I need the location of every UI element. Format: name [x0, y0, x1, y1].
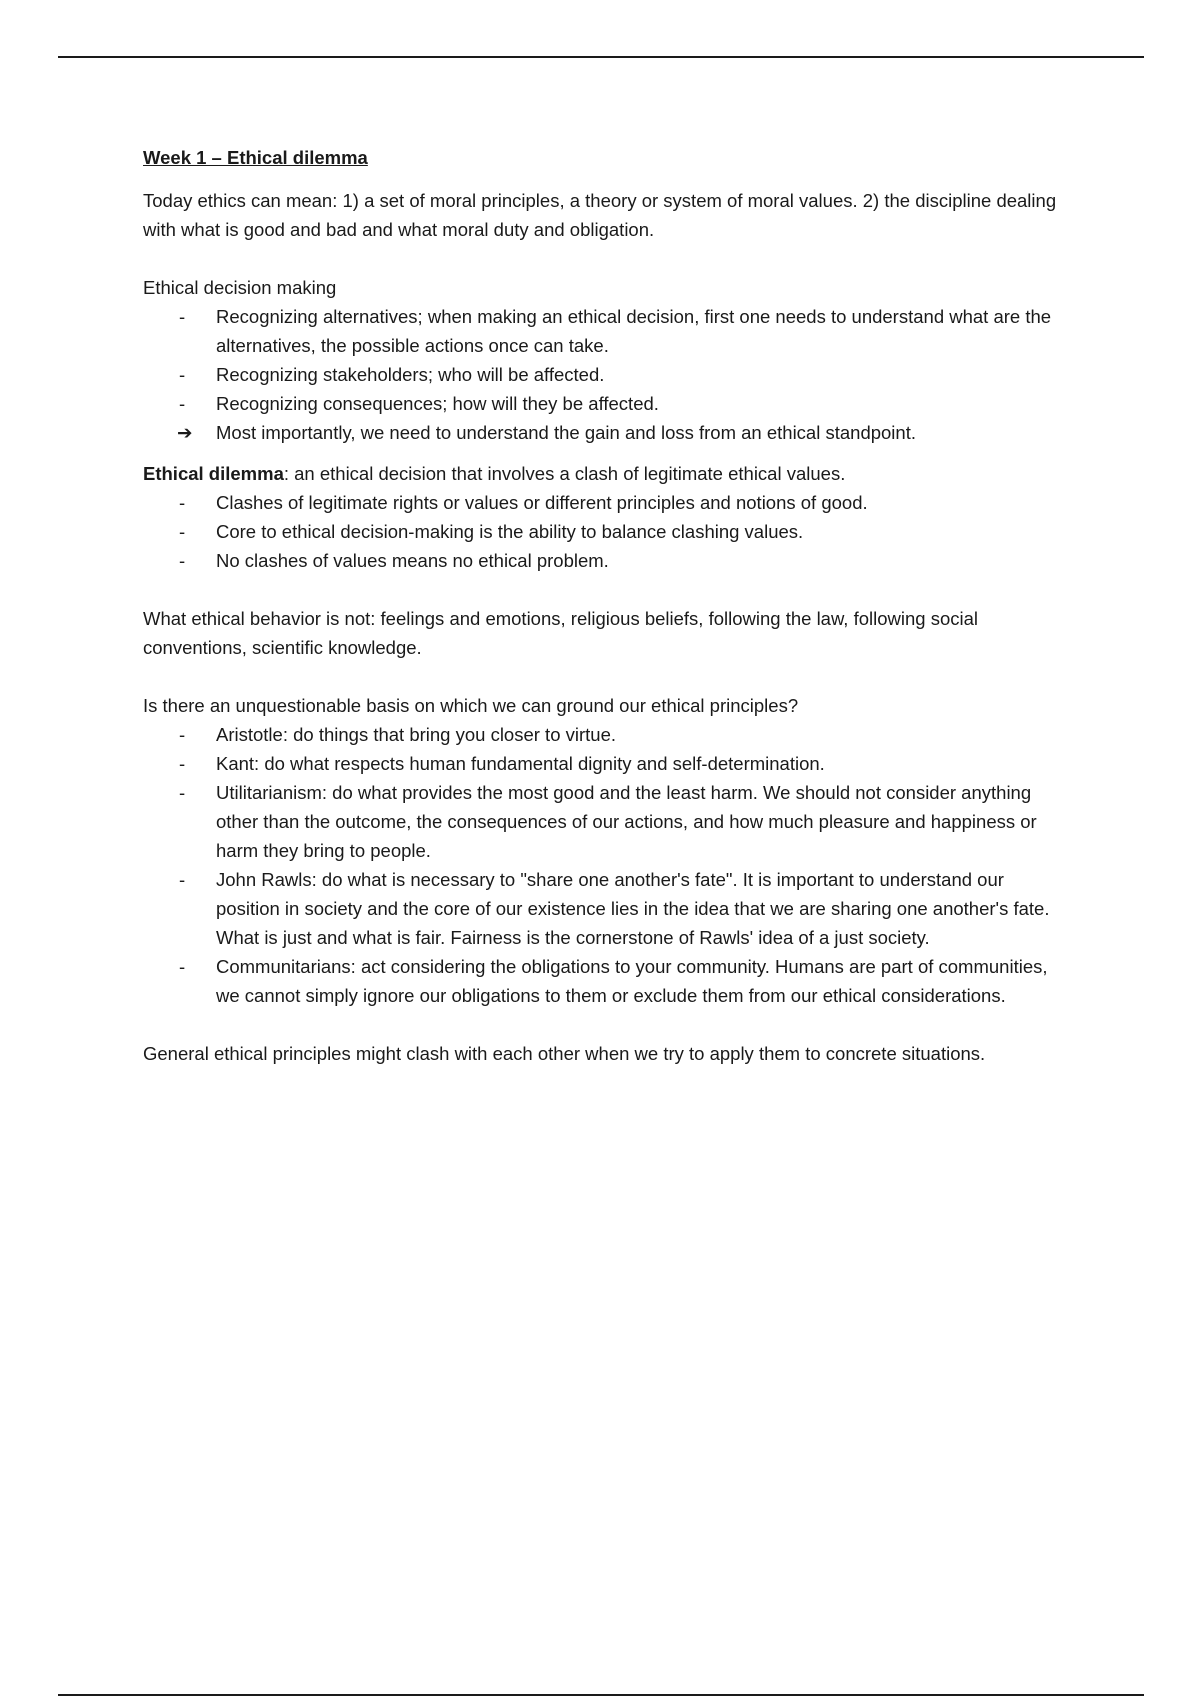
list-item — [143, 749, 1063, 778]
list-item-text: No clashes of values means no ethical problem. — [216, 550, 609, 571]
list-item-text: Aristotle: do things that bring you closer to virtue. — [216, 724, 617, 745]
basis-list — [143, 720, 1063, 1010]
dilemma-definition-text: : an ethical decision that involves a clash of legitimate ethical values. — [283, 463, 846, 484]
list-item-text: Recognizing stakeholders; who will be affected. — [216, 364, 605, 385]
spacer — [143, 575, 1063, 604]
dash-bullet: - — [179, 550, 186, 571]
list-item-text: Core to ethical decision-making is the ability to balance clashing values. — [216, 521, 804, 542]
list-item — [143, 952, 1063, 1010]
list-item — [143, 865, 1063, 952]
list-item-text: Recognizing consequences; how will they be affected. — [216, 393, 659, 414]
document-body — [143, 143, 1063, 1068]
page-title: Week 1 – Ethical dilemma — [143, 147, 368, 168]
list-item — [143, 778, 1063, 865]
dash-bullet: - — [179, 521, 186, 542]
list-item — [143, 360, 1063, 389]
dash-bullet: - — [179, 364, 186, 385]
dash-bullet: - — [179, 782, 186, 803]
list-item — [143, 517, 1063, 546]
dash-bullet: - — [179, 393, 186, 414]
decision-making-list — [143, 302, 1063, 447]
dash-bullet: - — [179, 869, 186, 890]
spacer — [143, 447, 1063, 459]
dash-bullet: - — [179, 724, 186, 745]
header-rule — [58, 56, 1144, 58]
dash-bullet: - — [179, 753, 186, 774]
list-item-text: Most importantly, we need to understand the gain and loss from an ethical standpoint. — [216, 422, 916, 443]
basis-question: Is there an unquestionable basis on which we can ground our ethical principles? — [143, 695, 799, 716]
list-item — [143, 488, 1063, 517]
arrow-right-icon: ➔ — [177, 422, 193, 443]
list-item-text: Kant: do what respects human fundamental dignity and self-determination. — [216, 753, 825, 774]
list-item — [143, 418, 1063, 447]
dash-bullet: - — [179, 956, 186, 977]
conclusion-paragraph: General ethical principles might clash with each other when we try to apply them to concrete situations. — [143, 1043, 986, 1064]
list-item-text: Utilitarianism: do what provides the most good and the least harm. We should not consider anything other than the outcome, the consequences of our actions, and how much pleasure and happiness or harm they bring to people. — [216, 782, 1037, 861]
list-item — [143, 302, 1063, 360]
decision-making-heading: Ethical decision making — [143, 277, 337, 298]
dilemma-definition — [143, 459, 1063, 488]
list-item — [143, 720, 1063, 749]
not-behavior-paragraph: What ethical behavior is not: feelings and emotions, religious beliefs, following the law, following social conventions, scientific knowledge. — [143, 608, 979, 658]
list-item — [143, 389, 1063, 418]
list-item-text: Clashes of legitimate rights or values or different principles and notions of good. — [216, 492, 868, 513]
dash-bullet: - — [179, 306, 186, 327]
spacer — [143, 244, 1063, 273]
spacer — [143, 662, 1063, 691]
dash-bullet: - — [179, 492, 186, 513]
spacer — [143, 1010, 1063, 1039]
list-item — [143, 546, 1063, 575]
list-item-text: Communitarians: act considering the obligations to your community. Humans are part of communities, we cannot simply ignore our obligations to them or exclude them from our ethical considerations. — [216, 956, 1048, 1006]
intro-paragraph: Today ethics can mean: 1) a set of moral principles, a theory or system of moral values. 2) the discipline dealing with what is good and bad and what moral duty and obligation. — [143, 190, 1057, 240]
list-item-text: John Rawls: do what is necessary to "share one another's fate". It is important to understand our position in society and the core of our existence lies in the idea that we are sharing one another's fate. What is just and what is fair. Fairness is the cornerstone of Rawls' idea of a just society. — [216, 869, 1050, 948]
footer-rule — [58, 1694, 1144, 1696]
dilemma-list — [143, 488, 1063, 575]
list-item-text: Recognizing alternatives; when making an ethical decision, first one needs to understand what are the alternatives, the possible actions once can take. — [216, 306, 1052, 356]
dilemma-term: Ethical dilemma — [143, 463, 284, 484]
